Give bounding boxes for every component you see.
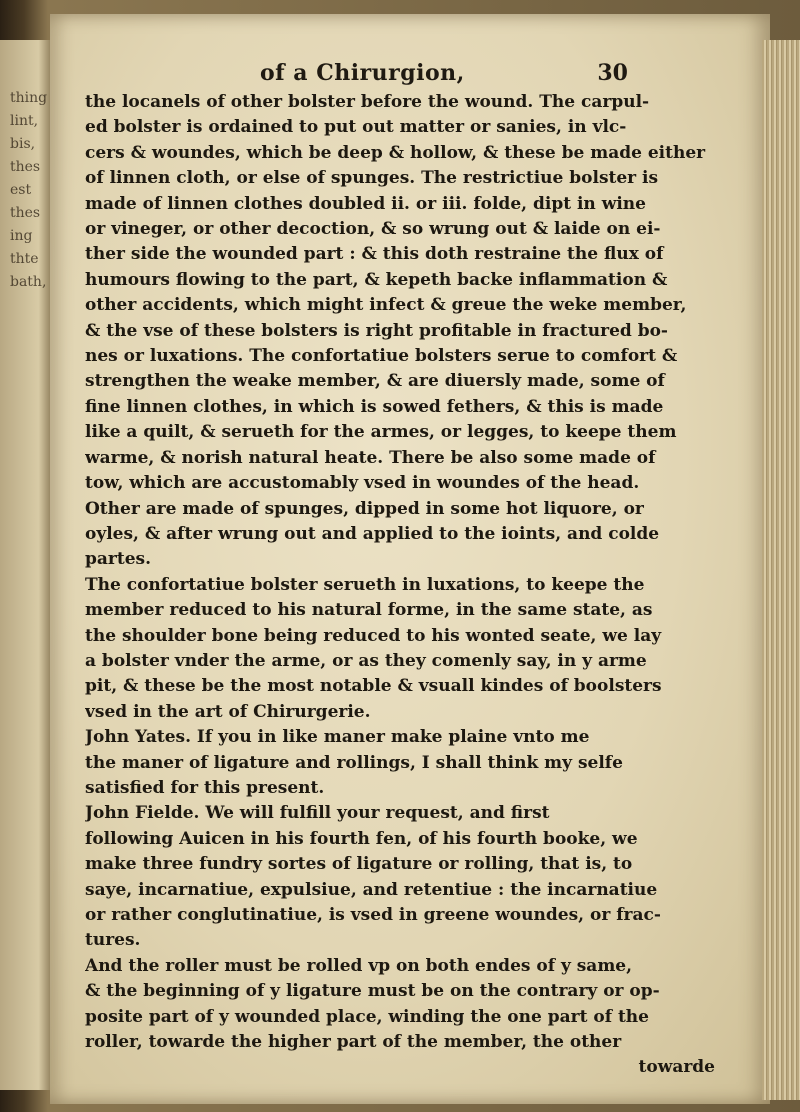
text-line: pit, & these be the most notable & vsuall kindes of boolsters [85, 676, 662, 697]
text-line: the shoulder bone being reduced to his wonted seate, we lay [85, 625, 662, 646]
page-number: 30 [597, 60, 628, 86]
text-line: or vineger, or other decoction, & so wrung out & laide on ei- [85, 219, 661, 240]
text-line: like a quilt, & serueth for the armes, or legges, to keepe them [85, 422, 677, 443]
margin-fragment: ing [10, 228, 33, 244]
text-line: following Auicen in his fourth fen, of his fourth booke, we [85, 828, 638, 849]
text-line: & the vse of these bolsters is right profitable in fractured bo- [85, 320, 668, 341]
previous-page-margin [0, 40, 55, 1090]
speaker-line: John Fielde. We will fulfill your request, and first [85, 803, 550, 824]
margin-fragment: thte [10, 251, 39, 267]
text-line: saye, incarnatiue, expulsiue, and retentiue : the incarnatiue [85, 879, 658, 900]
page-edge-stack [762, 40, 800, 1100]
text-line: roller, towarde the higher part of the member, the other [85, 1032, 622, 1053]
text-line: ther side the wounded part : & this doth restraine the flux of [85, 244, 664, 265]
margin-fragment: lint, [10, 113, 39, 129]
text-line: Other are made of spunges, dipped in some hot liquore, or [85, 498, 644, 519]
text-line: member reduced to his natural forme, in the same state, as [85, 600, 653, 621]
text-line: made of linnen clothes doubled ii. or iii. folde, dipt in wine [85, 193, 646, 214]
text-line: warme, & norish natural heate. There be also some made of [85, 447, 656, 468]
text-line: or rather conglutinatiue, is vsed in greene woundes, or frac- [85, 905, 661, 925]
text-line: tures. [85, 930, 141, 951]
text-line: the maner of ligature and rollings, I shall think my selfe [85, 752, 623, 773]
text-line: of linnen cloth, or else of spunges. The restrictiue bolster is [85, 168, 659, 189]
margin-fragment: thing [10, 90, 48, 106]
text-line: a bolster vnder the arme, or as they comenly say, in y arme [85, 650, 647, 671]
margin-fragment: thes [10, 205, 41, 221]
running-head: of a Chirurgion, [260, 60, 465, 86]
body-text [85, 90, 725, 1081]
text-line: make three fundry sortes of ligature or rolling, that is, to [85, 854, 633, 875]
text-line: And the roller must be rolled vp on both endes of y same, [85, 955, 633, 976]
margin-fragment: bis, [10, 136, 36, 152]
margin-fragment: thes [10, 159, 41, 175]
speaker-line: John Yates. If you in like maner make plaine vnto me [85, 727, 590, 748]
text-line: vsed in the art of Chirurgerie. [85, 701, 371, 722]
text-line: strengthen the weake member, & are diuersly made, some of [85, 371, 665, 392]
text-line: humours flowing to the part, & kepeth backe inflammation & [85, 269, 668, 290]
text-line: cers & woundes, which be deep & hollow, & these be made either [85, 142, 706, 163]
text-line: posite part of y wounded place, winding the one part of the [85, 1006, 649, 1027]
text-line: fine linnen clothes, in which is sowed fethers, & this is made [85, 396, 664, 417]
text-line: tow, which are accustomably vsed in woundes of the head. [85, 473, 640, 494]
text-line: ed bolster is ordained to put out matter or sanies, in vlc- [85, 117, 627, 138]
text-line: nes or luxations. The confortatiue bolsters serue to comfort & [85, 346, 678, 367]
catchword: towarde [638, 1057, 715, 1078]
text-line: & the beginning of y ligature must be on the contrary or op- [85, 981, 660, 1002]
text-line: oyles, & after wrung out and applied to the ioints, and colde [85, 523, 660, 544]
margin-fragment: est [10, 182, 32, 198]
page-header [210, 60, 650, 90]
text-line: other accidents, which might infect & greue the weke member, [85, 295, 687, 316]
margin-fragment: bath, [10, 274, 47, 290]
text-line: The confortatiue bolster serueth in luxations, to keepe the [85, 574, 645, 595]
text-line: the locanels of other bolster before the wound. The carpul- [85, 92, 650, 112]
text-line: partes. [85, 549, 152, 570]
text-line: satisfied for this present. [85, 777, 325, 798]
